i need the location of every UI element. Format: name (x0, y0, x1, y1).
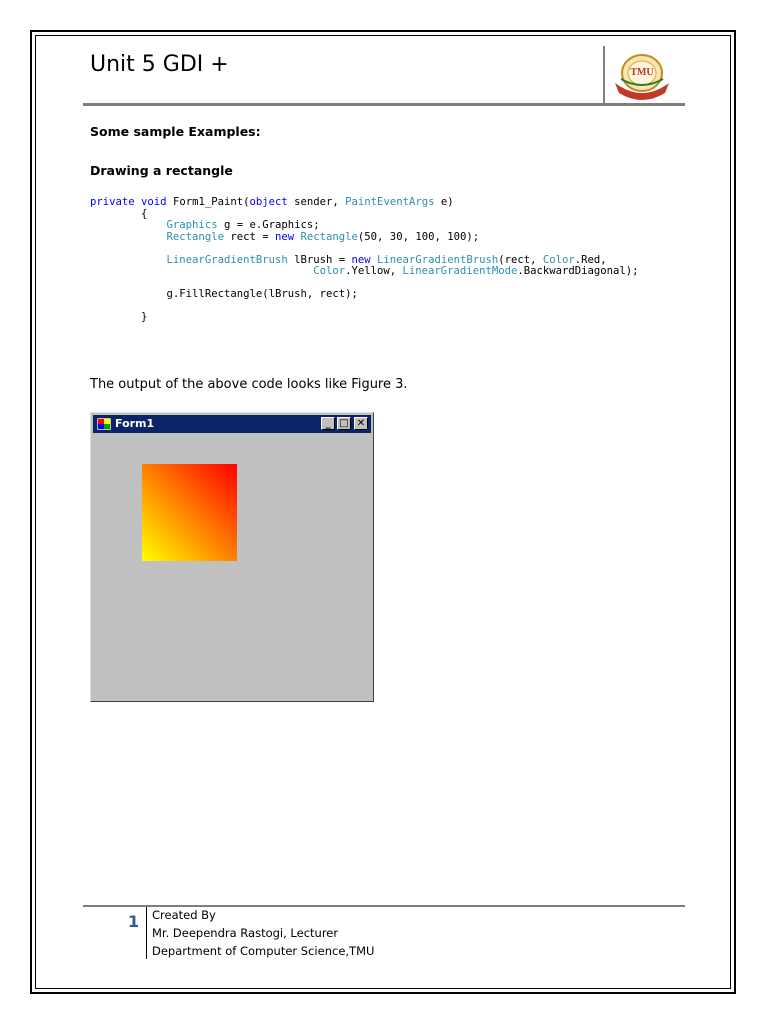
code-line: LinearGradientBrush lBrush = new LinearGradientBrush(rect, Color.Red, (166, 253, 607, 266)
window-titlebar[interactable] (93, 415, 371, 433)
window-title: Form1 (115, 417, 155, 430)
close-button[interactable]: ✕ (354, 417, 368, 430)
logo-text: TMU (630, 67, 654, 78)
gradient-rectangle (142, 464, 237, 561)
output-description: The output of the above code looks like Figure 3. (90, 377, 408, 392)
footer-department: Department of Computer Science,TMU (152, 944, 375, 958)
header-divider (83, 103, 685, 106)
footer-divider-vertical (146, 907, 147, 959)
footer-author: Mr. Deependra Rastogi, Lecturer (152, 926, 339, 940)
section-heading: Some sample Examples: (90, 124, 261, 139)
code-line: Graphics g = e.Graphics; (166, 219, 320, 231)
page-number: 1 (128, 912, 140, 931)
minimize-button[interactable]: _ (321, 417, 335, 430)
page-header-title: Unit 5 GDI + (90, 52, 229, 77)
app-window-icon (97, 418, 111, 430)
code-block (90, 197, 639, 324)
footer-divider (83, 905, 685, 907)
code-line: Rectangle rect = new Rectangle(50, 30, 100, 100); (166, 230, 480, 243)
header-divider-vertical (603, 46, 605, 104)
maximize-button[interactable]: □ (337, 417, 351, 430)
tmu-logo (611, 49, 673, 101)
footer-created-by: Created By (152, 908, 216, 922)
code-line: g.FillRectangle(lBrush, rect); (166, 288, 358, 300)
code-line: { (90, 207, 148, 220)
subsection-heading: Drawing a rectangle (90, 163, 233, 178)
code-line: private void Form1_Paint(object sender, PaintEventArgs e) (90, 196, 454, 208)
code-line: Color.Yellow, LinearGradientMode.BackwardDiagonal); (313, 265, 639, 277)
form1-window (90, 412, 374, 702)
code-line: } (90, 311, 148, 323)
